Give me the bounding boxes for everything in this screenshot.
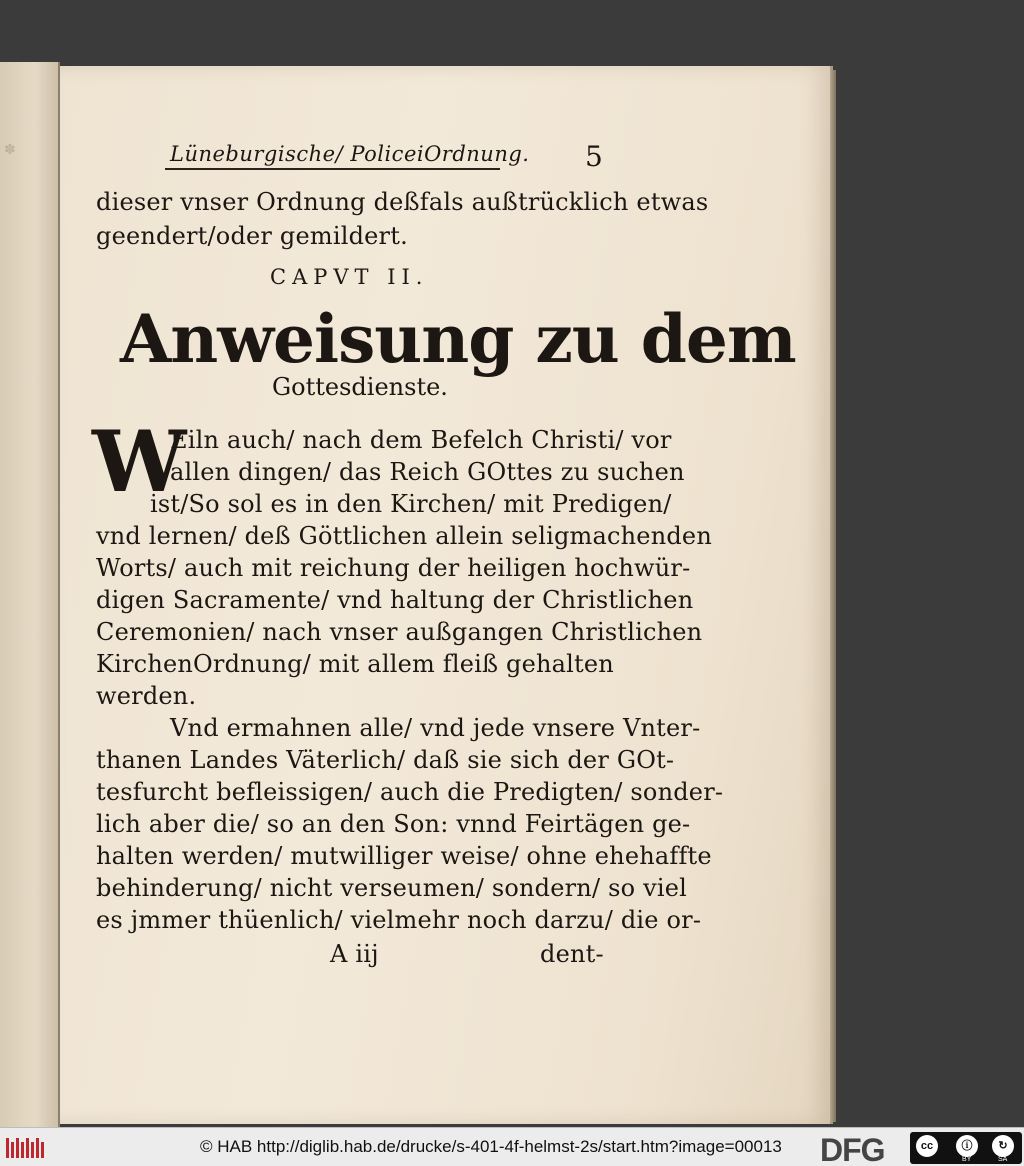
text-line: lich aber die/ so an den Son: vnnd Feirtägen ge- [96,810,691,838]
text-line: KirchenOrdnung/ mit allem fleiß gehalten [96,650,614,678]
text-line: dieser vnser Ordnung deßfals außtrücklich etwas [96,188,709,216]
cc-icon: cc [916,1135,938,1157]
text-line: behinderung/ nicht verseumen/ sondern/ so viel [96,874,687,902]
text-line: allen dingen/ das Reich GOttes zu suchen [170,458,685,486]
text-line: werden. [96,682,197,710]
text-line: geendert/oder gemildert. [96,222,408,250]
viewer-footer [0,1127,1024,1166]
page-fore-edge [830,70,836,1122]
attribution-icon: ⓘ [956,1135,978,1157]
text-line: Eiln auch/ nach dem Befelch Christi/ vor [170,426,672,454]
catchword: dent- [540,940,604,968]
bleed-through-mark: ✽ [4,142,16,158]
chapter-title: Anweisung zu dem [120,300,796,378]
facing-page-edge [0,62,60,1134]
chapter-number: CAPVT II. [270,265,429,289]
sa-label: SA [998,1156,1008,1163]
share-alike-icon: ↻ [992,1135,1014,1157]
cc-license-badge[interactable] [910,1132,1022,1164]
running-head-rule [165,168,500,170]
text-line: es jmmer thüenlich/ vielmehr noch darzu/ die or- [96,906,702,934]
page-number: 5 [585,140,603,173]
text-line: digen Sacramente/ vnd haltung der Christlichen [96,586,694,614]
text-line: tesfurcht befleissigen/ auch die Predigten/ sonder- [96,778,724,806]
copyright-link[interactable]: © HAB http://diglib.hab.de/drucke/s-401-4f-helmst-2s/start.htm?image=00013 [200,1137,782,1156]
text-line: halten werden/ mutwilliger weise/ ohne ehehaffte [96,842,712,870]
drop-initial: W [92,412,187,511]
text-line: Vnd ermahnen alle/ vnd jede vnsere Vnter- [170,714,701,742]
text-line: Worts/ auch mit reichung der heiligen hochwür- [96,554,691,582]
dfg-logo[interactable]: DFG [820,1132,885,1166]
running-head: Lüneburgische/ PoliceiOrdnung. [170,142,530,166]
text-line: vnd lernen/ deß Göttlichen allein seligmachenden [96,522,712,550]
text-line: ist/So sol es in den Kirchen/ mit Predigen/ [150,490,672,518]
signature-mark: A iij [330,940,379,968]
hab-logo-icon [6,1136,44,1160]
chapter-subtitle: Gottesdienste. [272,373,448,401]
text-line: thanen Landes Väterlich/ daß sie sich der GOt- [96,746,675,774]
text-line: Ceremonien/ nach vnser außgangen Christlichen [96,618,703,646]
by-label: BY [962,1156,972,1163]
